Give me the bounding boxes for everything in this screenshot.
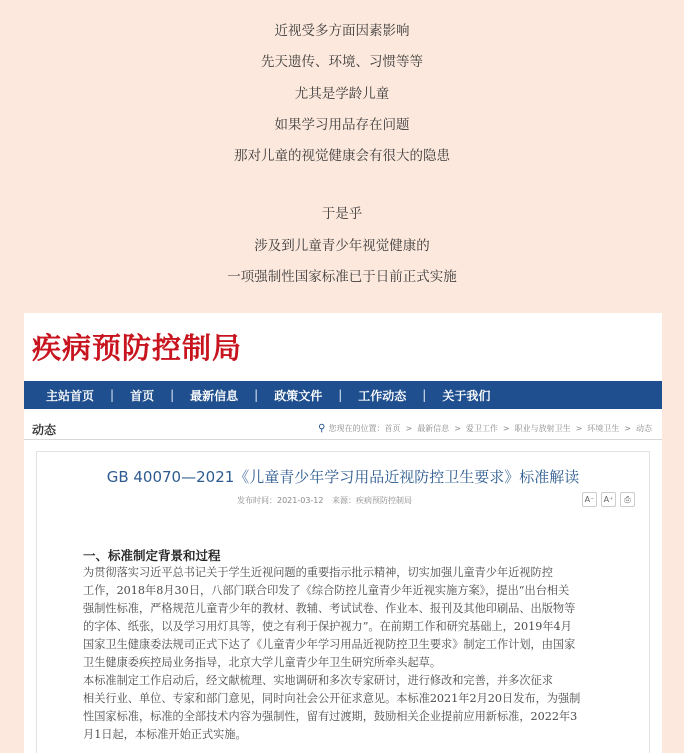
breadcrumb-separator: > — [624, 424, 631, 433]
breadcrumb-item[interactable]: 最新信息 — [417, 424, 450, 433]
intro-line: 近视受多方面因素影响 — [274, 23, 410, 39]
paragraph-line: 工作，2018年8月30日，八部门联合印发了《综合防控儿童青少年近视实施方案》，提出“出台相关 — [83, 584, 570, 597]
article-tools — [582, 492, 635, 507]
font-increase-icon[interactable]: A⁺ — [601, 492, 616, 507]
paragraph-line: 性国家标准，标准的全部技术内容为强制性，留有过渡期，鼓励相关企业提前应用新标准，2022年3 — [83, 710, 578, 723]
breadcrumb-separator: > — [502, 424, 510, 433]
paragraph-line: 相关行业、单位、专家和部门意见，同时向社会公开征求意见。本标准2021年2月20日发布，为强制 — [83, 692, 581, 705]
paragraph-line: 的字体、纸张，以及学习用灯具等，使之有利于保护视力”。在前期工作和研究基础上，2019年4月 — [83, 620, 572, 633]
paragraph-line: 月1日起，本标准开始正式实施。 — [83, 728, 247, 741]
site-logo[interactable]: 疾病预防控制局 — [32, 331, 243, 365]
print-icon[interactable]: ⎙ — [620, 492, 635, 507]
section-title: 动态 — [32, 423, 57, 437]
breadcrumb — [318, 423, 652, 434]
nav-separator: | — [110, 388, 115, 402]
publish-time: 发布时间：2021-03-12 — [237, 496, 324, 505]
breadcrumb-separator: > — [575, 424, 583, 433]
paragraph-line: 国家卫生健康委法规司正式下达了《儿童青少年学习用品近视防控卫生要求》制定工作计划，由国家 — [83, 638, 576, 651]
nav-item-home[interactable]: 首页 — [130, 388, 155, 403]
main-nav — [24, 381, 662, 409]
paragraph-line: 为贯彻落实习近平总书记关于学生近视问题的重要指示批示精神，切实加强儿童青少年近视防控 — [83, 566, 553, 579]
nav-item-main-site[interactable]: 主站首页 — [46, 388, 95, 403]
intro-line: 涉及到儿童青少年视觉健康的 — [254, 238, 430, 254]
breadcrumb-item-current: 动态 — [636, 424, 652, 433]
paragraph-line: 强制性标准，严格规范儿童青少年的教材、教辅、考试试卷、作业本、报刊及其他印刷品、出版物等 — [83, 602, 576, 615]
intro-line: 如果学习用品存在问题 — [274, 117, 410, 133]
paragraph-line: 本标准制定工作启动后，经文献梳理、实地调研和多次专家研讨，进行修改和完善，并多次征求 — [83, 674, 553, 687]
location-pin-icon: ⚲ — [318, 423, 326, 434]
nav-separator: | — [170, 388, 175, 402]
breadcrumb-separator: > — [454, 424, 461, 433]
nav-item-about[interactable]: 关于我们 — [442, 388, 491, 403]
article-title: GB 40070—2021《儿童青少年学习用品近视防控卫生要求》标准解读 — [106, 468, 580, 486]
article-paragraph-1 — [83, 564, 639, 672]
article-panel — [36, 451, 650, 753]
nav-separator: | — [338, 388, 343, 402]
intro-line: 尤其是学龄儿童 — [294, 86, 390, 102]
article-meta — [237, 495, 418, 506]
article-paragraph-2 — [83, 672, 639, 744]
nav-separator: | — [254, 388, 259, 402]
nav-separator: | — [422, 388, 427, 402]
paragraph-line: 卫生健康委疾控局业务指导，北京大学儿童青少年卫生研究所牵头起草。 — [83, 656, 442, 669]
breadcrumb-item[interactable]: 环境卫生 — [587, 424, 620, 433]
font-decrease-icon[interactable]: A⁻ — [582, 492, 597, 507]
nav-item-policy[interactable]: 政策文件 — [274, 388, 323, 403]
article-section-heading: 一、标准制定背景和过程 — [83, 548, 221, 563]
intro-line: 一项强制性国家标准已于日前正式实施 — [227, 269, 457, 285]
breadcrumb-separator: > — [405, 424, 413, 433]
breadcrumb-item[interactable]: 爱卫工作 — [465, 424, 498, 433]
breadcrumb-item[interactable]: 您现在的位置：首页 — [328, 424, 401, 433]
intro-line: 那对儿童的视觉健康会有很大的隐患 — [234, 148, 450, 164]
section-header — [24, 417, 662, 440]
intro-line: 先天遗传、环境、习惯等等 — [261, 54, 423, 70]
embedded-webpage-screenshot — [24, 313, 662, 753]
nav-item-latest[interactable]: 最新信息 — [190, 388, 239, 403]
breadcrumb-item[interactable]: 职业与放射卫生 — [514, 424, 571, 433]
intro-line: 于是乎 — [321, 206, 363, 222]
article-source: 来源：疾病预防控制局 — [332, 496, 413, 505]
nav-item-work-news[interactable]: 工作动态 — [358, 388, 407, 403]
